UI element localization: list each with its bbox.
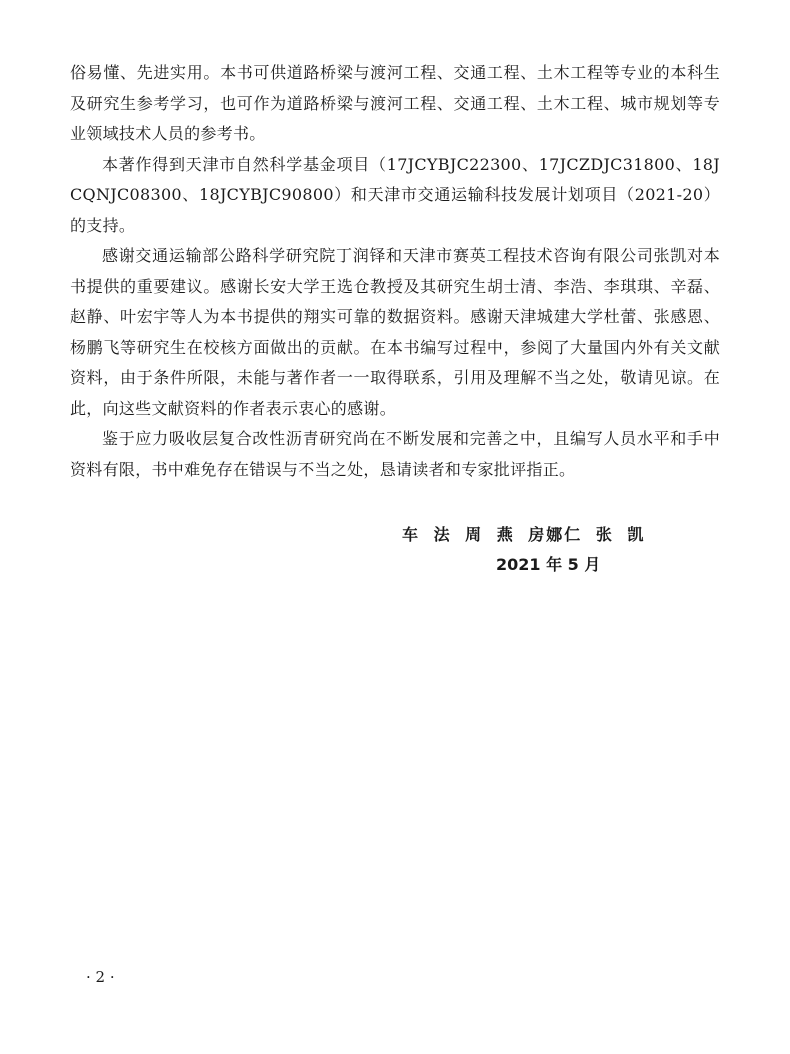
author-names: 车 法 周 燕 房娜仁 张 凯: [402, 525, 646, 544]
paragraph-funding: 本著作得到天津市自然科学基金项目（17JCYBJC22300、17JCZDJC31800、18JCQNJC08300、18JCYBJC90800）和天津市交通运输科技发展计划项目（2021-20）的支持。: [70, 154, 720, 235]
paragraph-closing: 鉴于应力吸收层复合改性沥青研究尚在不断发展和完善之中，且编写人员水平和手中资料有限，书中难免存在错误与不当之处，恳请读者和专家批评指正。: [70, 429, 720, 479]
signature-date: 2021 年 5 月: [496, 555, 601, 574]
paragraph-continuation: 俗易懂、先进实用。本书可供道路桥梁与渡河工程、交通工程、土木工程等专业的本科生及研究生参考学习，也可作为道路桥梁与渡河工程、交通工程、土木工程、城市规划等专业领域技术人员的参考书。: [70, 63, 720, 143]
body-text: [70, 58, 720, 485]
signature-block: [380, 520, 720, 580]
page-number: · 2 ·: [86, 968, 115, 986]
paragraph-acknowledgements: 感谢交通运输部公路科学研究院丁润铎和天津市赛英工程技术咨询有限公司张凯对本书提供的重要建议。感谢长安大学王选仓教授及其研究生胡士清、李浩、李琪琪、辛磊、赵静、叶宏宇等人为本书提供的翔实可靠的数据资料。感谢天津城建大学杜蕾、张感恩、杨鹏飞等研究生在校核方面做出的贡献。在本书编写过程中，参阅了大量国内外有关文献资料，由于条件所限，未能与著作者一一取得联系，引用及理解不当之处，敬请见谅。在此，向这些文献资料的作者表示衷心的感谢。: [70, 246, 720, 418]
